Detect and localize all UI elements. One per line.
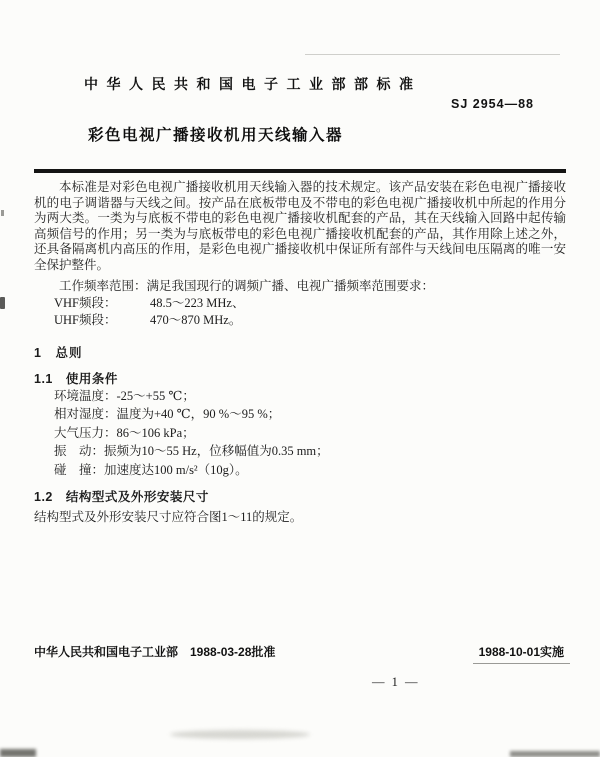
condition-vibration: 振 动：振频为10～55 Hz，位移幅值为0.35 mm； [54, 444, 329, 459]
standard-org-header: 中华人民共和国电子工业部部标准 [84, 76, 422, 92]
uhf-band-value: 470～870 MHz。 [150, 313, 242, 328]
footer [34, 643, 570, 664]
condition-ambient-temperature: 环境温度：-25～+55 ℃； [54, 388, 195, 403]
scan-artifact [510, 751, 600, 757]
scan-artifact [170, 730, 310, 739]
document-title: 彩色电视广播接收机用天线输入器 [88, 127, 344, 144]
scan-artifact [0, 297, 5, 309]
scan-artifact [0, 749, 36, 757]
section-1-2-text: 结构型式及外形安装尺寸应符合图1～11的规定。 [34, 510, 303, 525]
condition-impact: 碰 撞：加速度达100 m/s²（10g）。 [54, 462, 248, 477]
standard-number: SJ 2954—88 [451, 97, 534, 111]
approval-line: 中华人民共和国电子工业部 1988-03-28批准 [34, 645, 276, 659]
header-divider-rule [34, 169, 566, 173]
section-1-1-heading: 1.1 使用条件 [34, 371, 118, 386]
condition-relative-humidity: 相对湿度：温度为+40 ℃，90 %～95 %； [54, 407, 281, 422]
vhf-band-value: 48.5～223 MHz、 [150, 295, 245, 310]
vhf-band-label: VHF频段： [54, 295, 117, 310]
implementation-date: 1988-10-01实施 [473, 643, 570, 664]
scan-artifact [1, 210, 4, 216]
vhf-band-row [34, 295, 566, 313]
uhf-band-label: UHF频段： [54, 313, 117, 328]
intro-paragraph: 本标准是对彩色电视广播接收机用天线输入器的技术规定。该产品安装在彩色电视广播接收机的电子调谐器与天线之间。按产品在底板带电及不带电的彩色电视广播接收机中所起的作用分为两大类。一类为与底板不带电的彩色电视广播接收机配套的产品，其在天线输入回路中起传输高频信号的作用；另一类为与底板带电的彩色电视广播接收机配套的产品，其作用除上述之外，还具备隔离机内高压的作用，是彩色电视广播接收机中保证所有部件与天线间电压隔离的唯一安全保护整件。 [34, 180, 566, 272]
frequency-range-intro: 工作频率范围：满足我国现行的调频广播、电视广播频率范围要求： [59, 278, 435, 293]
section-1-heading: 1 总则 [34, 345, 83, 360]
document-content [34, 0, 566, 526]
page-number: — 1 — [372, 675, 420, 689]
uhf-band-row [34, 312, 566, 330]
condition-air-pressure: 大气压力：86～106 kPa； [54, 425, 195, 440]
section-1-2-heading: 1.2 结构型式及外形安装尺寸 [34, 490, 209, 505]
